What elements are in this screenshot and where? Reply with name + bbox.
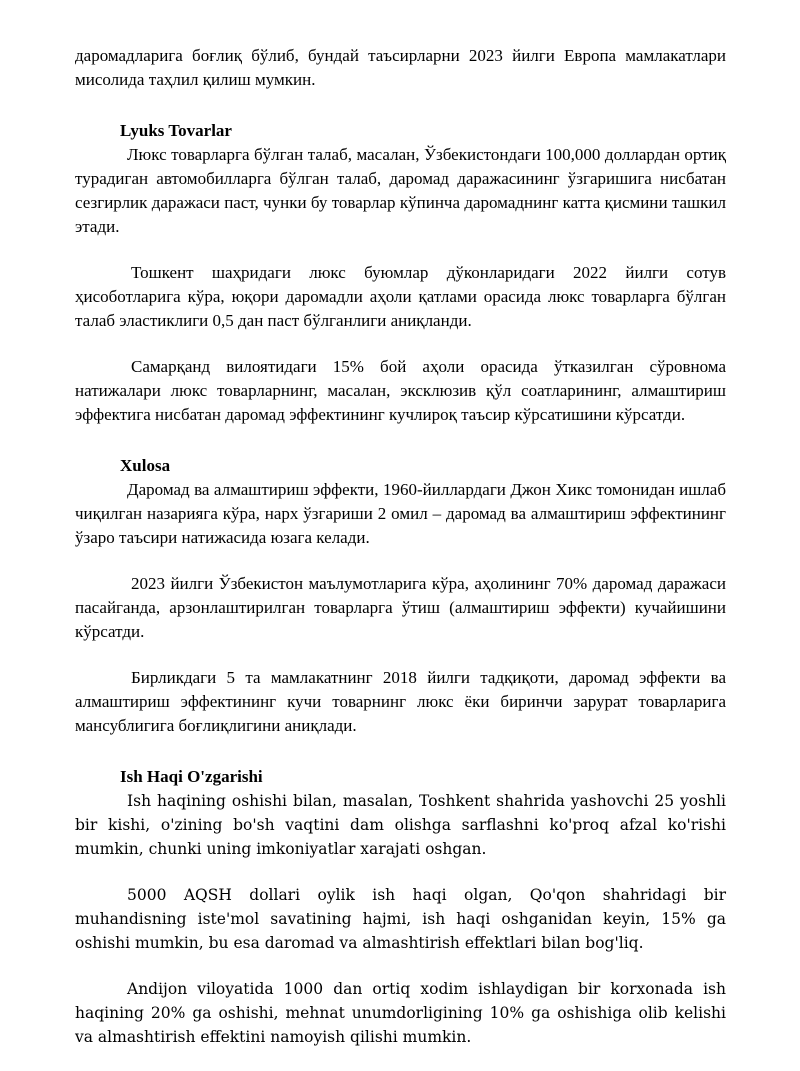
intro-paragraph: даромадларига боғлиқ бўлиб, бундай таъсирларни 2023 йилги Европа мамлакатлари мисолида таҳлил қилиш мумкин. xyxy=(75,46,726,89)
paragraph: Бирликдаги 5 та мамлакатнинг 2018 йилги тадқиқоти, даромад эффекти ва алмаштириш эффектининг кучи товарнинг люкс ёки биринчи зарурат товарларига мансублигига боғлиқлигини аниқлади. xyxy=(75,668,726,735)
paragraph: Даромад ва алмаштириш эффекти, 1960-йиллардаги Джон Хикс томонидан ишлаб чиқилган назарияга кўра, нарх ўзгариши 2 омил – даромад ва алмаштириш эффектининг ўзаро таъсири натижасида юзага келади. xyxy=(75,480,726,547)
section-heading-lyuks-tovarlar: Lyuks Tovarlar xyxy=(120,121,232,140)
section-heading-xulosa: Xulosa xyxy=(120,456,171,475)
latin-section xyxy=(75,765,726,1049)
paragraph: Andijon viloyatida 1000 dan ortiq xodim ishlaydigan bir korxonada ish haqining 20% ga oshishi, mehnat unumdorligining 10% ga oshishiga olib kelishi va almashtirish effektini namoyish qilishi mumkin. xyxy=(75,980,726,1046)
paragraph: 2023 йилги Ўзбекистон маълумотларига кўра, аҳолининг 70% даромад даражаси пасайганда, арзонлаштирилган товарларга ўтиш (алмаштириш эффекти) кучайишини кўрсатди. xyxy=(75,574,726,641)
paragraph: 5000 AQSH dollari oylik ish haqi olgan, Qo'qon shahridagi bir muhandisning iste'mol savatining hajmi, ish haqi oshganidan keyin, 15% ga oshishi mumkin, bu esa daromad va almashtirish effektlari bilan bog'liq. xyxy=(75,886,726,952)
paragraph: Самарқанд вилоятидаги 15% бой аҳоли орасида ўтказилган сўровнома натижалари люкс товарларнинг, масалан, эксклюзив қўл соатларининг, алмаштириш эффектига нисбатан даромад эффектининг кучлироқ таъсир кўрсатишини кўрсатди. xyxy=(75,357,726,424)
paragraph: Ish haqining oshishi bilan, masalan, Toshkent shahrida yashovchi 25 yoshli bir kishi, o'zining bo'sh vaqtini dam olishga sarflashni ko'proq afzal ko'rishi mumkin, chunki uning imkoniyatlar xarajati oshgan. xyxy=(75,792,726,858)
paragraph: Люкс товарларга бўлган талаб, масалан, Ўзбекистондаги 100,000 доллардан ортиқ турадиган автомобилларга бўлган талаб, даромад даражасининг ўзгаришига нисбатан сезгирлик даражаси паст, чунки бу товарлар кўпинча даромаднинг катта қисмини ташкил этади. xyxy=(75,145,726,236)
document-page xyxy=(75,44,726,1071)
paragraph: Тошкент шаҳридаги люкс буюмлар дўконларидаги 2022 йилги сотув ҳисоботларига кўра, юқори даромадли аҳоли қатлами орасида люкс товарларга бўлган талаб эластиклиги 0,5 дан паст бўлганлиги аниқланди. xyxy=(75,263,726,330)
section-heading-ish-haqi-ozgarishi: Ish Haqi O'zgarishi xyxy=(120,767,263,786)
